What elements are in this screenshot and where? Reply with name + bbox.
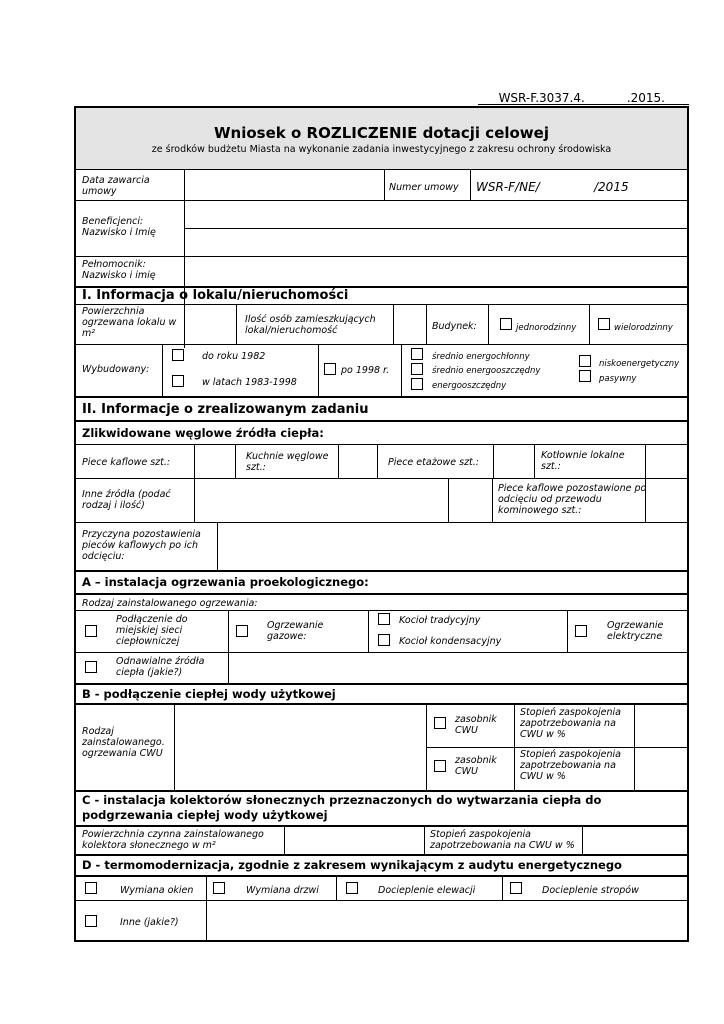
local-boilers-field[interactable] (646, 445, 687, 477)
low-energy-checkbox[interactable] (579, 355, 591, 367)
coal-cookers-label: Kuchnie węglowe szt.: (246, 451, 329, 473)
heated-area-label: Powierzchnia ogrzewana lokalu w m² (82, 306, 177, 339)
facade-checkbox[interactable] (346, 882, 358, 894)
contract-date-field[interactable] (185, 171, 384, 199)
other-thermo-checkbox[interactable] (85, 915, 97, 927)
cwu-type-field-2[interactable] (175, 748, 425, 789)
cwu-coverage-1-label: Stopień zaspokojenia zapotrzebowania na CWU w % (520, 707, 622, 740)
form-header (76, 108, 687, 170)
windows-label: Wymiana okien (120, 885, 194, 896)
section-b-title: B - podłączenie ciepłej wody użytkowej (82, 687, 336, 701)
passive-checkbox[interactable] (579, 370, 591, 382)
cwu-tank-1-checkbox[interactable] (434, 717, 446, 729)
multi-family-label: wielorodzinny (614, 323, 673, 333)
persons-field[interactable] (394, 305, 426, 343)
cwu-tank-2-label: zasobnik CWU (455, 755, 497, 777)
section-1-title: I. Informacja o lokalu/nieruchomości (82, 288, 349, 303)
section-a-title: A – instalacja ogrzewania proekologicznego: (82, 575, 369, 589)
district-heating-label: Podłączenie do miejskiej sieci ciepłowniczej (116, 614, 188, 647)
medium-energy-checkbox[interactable] (411, 348, 423, 360)
doors-label: Wymiana drzwi (246, 885, 319, 896)
beneficiary-1-field[interactable] (185, 201, 687, 227)
section-d-title: D - termomodernizacja, zgodnie z zakresem wynikającym z audytu energetycznego (82, 858, 622, 872)
collector-area-label: Powierzchnia czynna zainstalowanego kolektora słonecznego w m² (82, 829, 264, 851)
tile-stoves-label: Piece kaflowe szt.: (82, 457, 171, 468)
until-1982-label: do roku 1982 (202, 351, 266, 362)
until-1982-checkbox[interactable] (172, 349, 184, 361)
renewable-label: Odnawialne źródła ciepła (jakie?) (116, 656, 205, 678)
persons-label: Ilość osób zamieszkujących lokal/nieruchomość (245, 314, 376, 336)
beneficiaries-label: Beneficjenci: Nazwisko i Imię (82, 216, 156, 238)
renewable-field[interactable] (229, 653, 687, 683)
single-family-label: jednorodzinny (516, 323, 577, 333)
cwu-coverage-2-field[interactable] (635, 748, 687, 789)
traditional-boiler-checkbox[interactable] (378, 613, 390, 625)
form-subtitle: ze środków budżetu Miasta na wykonanie zadania inwestycyjnego z zakresu ochrony środowiska (151, 144, 612, 155)
other-sources-count-field[interactable] (449, 479, 491, 521)
other-sources-label: Inne źródła (podać rodzaj i ilość) (82, 489, 171, 511)
renewable-checkbox[interactable] (85, 661, 97, 673)
ceilings-label: Docieplenie stropów (542, 885, 639, 896)
after-1998-label: po 1998 r. (341, 365, 390, 376)
contract-number-value[interactable]: WSR-F/NE/ (476, 180, 540, 194)
contract-date-label: Data zawarcia umowy (82, 175, 150, 197)
electric-heating-checkbox[interactable] (575, 625, 587, 637)
ceilings-checkbox[interactable] (510, 882, 522, 894)
energy-saving-checkbox[interactable] (411, 378, 423, 390)
medium-saving-label: średnio energooszczędny (432, 366, 541, 376)
beneficiary-2-field[interactable] (185, 229, 687, 255)
years-1983-1998-checkbox[interactable] (172, 375, 184, 387)
multi-family-checkbox[interactable] (598, 318, 610, 330)
single-family-checkbox[interactable] (500, 318, 512, 330)
floor-stoves-field[interactable] (494, 445, 533, 477)
coal-cookers-field[interactable] (339, 445, 376, 477)
doors-checkbox[interactable] (213, 882, 225, 894)
passive-label: pasywny (599, 374, 637, 384)
district-heating-checkbox[interactable] (85, 625, 97, 637)
local-boilers-label: Kotłownie lokalne szt.: (541, 450, 625, 472)
contract-number-label: Numer umowy (389, 182, 459, 193)
attorney-label: Pełnomocnik: Nazwisko i imię (82, 259, 156, 281)
collector-coverage-field[interactable] (583, 827, 687, 853)
collector-area-field[interactable] (285, 827, 423, 853)
cwu-coverage-2-label: Stopień zaspokojenia zapotrzebowania na CWU w % (520, 749, 622, 782)
application-form (74, 106, 689, 942)
remaining-stoves-field[interactable] (646, 479, 687, 521)
windows-checkbox[interactable] (85, 882, 97, 894)
cwu-type-label: Rodzaj zainstalowanego. ogrzewania CWU (82, 726, 165, 759)
heating-type-label: Rodzaj zainstalowanego ogrzewania: (82, 598, 258, 609)
other-sources-field[interactable] (195, 479, 447, 521)
years-1983-1998-label: w latach 1983-1998 (202, 377, 297, 388)
facade-label: Docieplenie elewacji (378, 885, 476, 896)
section-c-title: C - instalacja kolektorów słonecznych przeznaczonych do wytwarzania ciepła do podgrzewania ciepłej wody użytkowej (82, 793, 602, 822)
section-2-title: II. Informacje o zrealizowanym zadaniu (82, 402, 369, 417)
cwu-type-field-1[interactable] (175, 705, 425, 746)
traditional-boiler-label: Kocioł tradycyjny (399, 615, 481, 626)
reason-label: Przyczyna pozostawienia pieców kaflowych po ich odcięciu: (82, 529, 201, 562)
remaining-stoves-label: Piece kaflowe pozostawione po odcięciu od przewodu kominowego szt.: (498, 483, 647, 516)
form-title: Wniosek o ROZLICZENIE dotacji celowej (214, 124, 549, 142)
cwu-coverage-1-field[interactable] (635, 705, 687, 746)
tile-stoves-field[interactable] (195, 445, 234, 477)
liquidated-sources-title: Zlikwidowane węglowe źródła ciepła: (82, 426, 324, 440)
energy-saving-label: energooszczędny (432, 381, 507, 391)
heated-area-field[interactable] (185, 305, 235, 343)
electric-heating-label: Ogrzewanie elektryczne (607, 620, 664, 642)
gas-heating-label: Ogrzewanie gazowe: (267, 620, 324, 642)
collector-coverage-label: Stopień zaspokojenia zapotrzebowania na CWU w % (430, 829, 575, 851)
floor-stoves-label: Piece etażowe szt.: (388, 457, 480, 468)
medium-energy-label: średnio energochłonny (432, 352, 530, 362)
cwu-tank-2-checkbox[interactable] (434, 760, 446, 772)
built-label: Wybudowany: (82, 364, 150, 375)
gas-heating-checkbox[interactable] (236, 625, 248, 637)
attorney-field[interactable] (185, 257, 687, 285)
reference-underline (478, 104, 689, 105)
other-thermo-field[interactable] (207, 901, 687, 941)
contract-year-value: /2015 (594, 180, 629, 194)
condensing-boiler-label: Kocioł kondensacyjny (399, 636, 502, 647)
low-energy-label: niskoenergetyczny (599, 359, 680, 369)
reason-field[interactable] (218, 523, 687, 569)
reference-number: WSR-F.3037.4._______.2015.____ (498, 91, 689, 105)
condensing-boiler-checkbox[interactable] (378, 634, 390, 646)
building-label: Budynek: (432, 321, 477, 332)
cwu-tank-1-label: zasobnik CWU (455, 714, 497, 736)
medium-saving-checkbox[interactable] (411, 363, 423, 375)
after-1998-checkbox[interactable] (324, 363, 336, 375)
other-thermo-label: Inne (jakie?) (120, 917, 179, 928)
